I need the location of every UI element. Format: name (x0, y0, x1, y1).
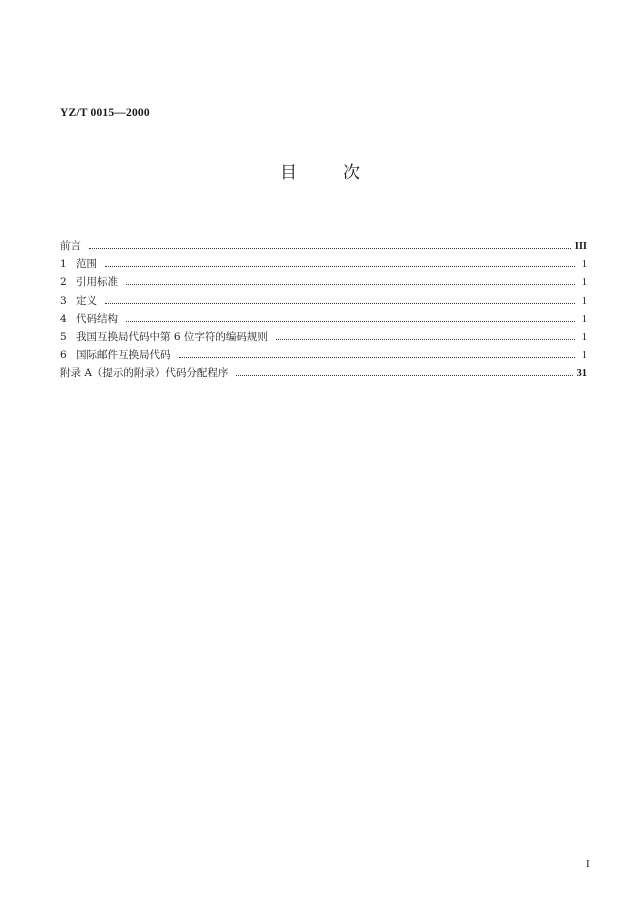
toc-label: 代码结构 (76, 312, 118, 325)
toc-page: 1 (581, 313, 587, 325)
toc-leader (236, 375, 572, 376)
toc-entry-4[interactable] (60, 311, 587, 329)
page-number: I (586, 858, 590, 870)
toc-entry-foreword[interactable] (60, 238, 587, 256)
toc-entry-appendix-a[interactable] (60, 365, 587, 383)
toc-entry-2[interactable] (60, 274, 587, 292)
table-of-contents (60, 238, 587, 384)
toc-leader (276, 339, 575, 340)
toc-page: 1 (581, 331, 587, 343)
toc-page: 1 (581, 277, 587, 289)
toc-number: 5 (60, 330, 67, 343)
toc-number: 2 (60, 276, 67, 289)
toc-number: 6 (60, 349, 67, 362)
toc-page: 31 (576, 368, 587, 380)
toc-leader (179, 357, 576, 358)
toc-leader (105, 266, 575, 267)
toc-entry-5[interactable] (60, 329, 587, 347)
toc-number: 3 (60, 294, 67, 307)
toc-entry-1[interactable] (60, 256, 587, 274)
toc-entry-6[interactable] (60, 347, 587, 365)
toc-page: 1 (581, 295, 587, 307)
toc-leader (105, 303, 575, 304)
toc-entry-3[interactable] (60, 293, 587, 311)
toc-leader (126, 321, 575, 322)
toc-page: 1 (581, 259, 587, 271)
toc-page: III (574, 241, 587, 252)
toc-leader (126, 284, 575, 285)
toc-label: 范围 (76, 258, 97, 271)
toc-label: 我国互换局代码中第 6 位字符的编码规则 (76, 330, 268, 343)
toc-label: 引用标准 (76, 276, 118, 289)
toc-label: 定义 (76, 294, 97, 307)
toc-number: 1 (60, 258, 67, 271)
toc-leader (89, 248, 571, 249)
toc-number: 4 (60, 312, 67, 325)
toc-label: 前言 (60, 240, 81, 252)
toc-page: 1 (581, 350, 587, 362)
toc-label: 附录 A（提示的附录）代码分配程序 (60, 367, 229, 380)
page-title: 目次 (280, 163, 406, 183)
toc-label: 国际邮件互换局代码 (76, 349, 171, 362)
standard-code: YZ/T 0015—2000 (60, 107, 150, 119)
